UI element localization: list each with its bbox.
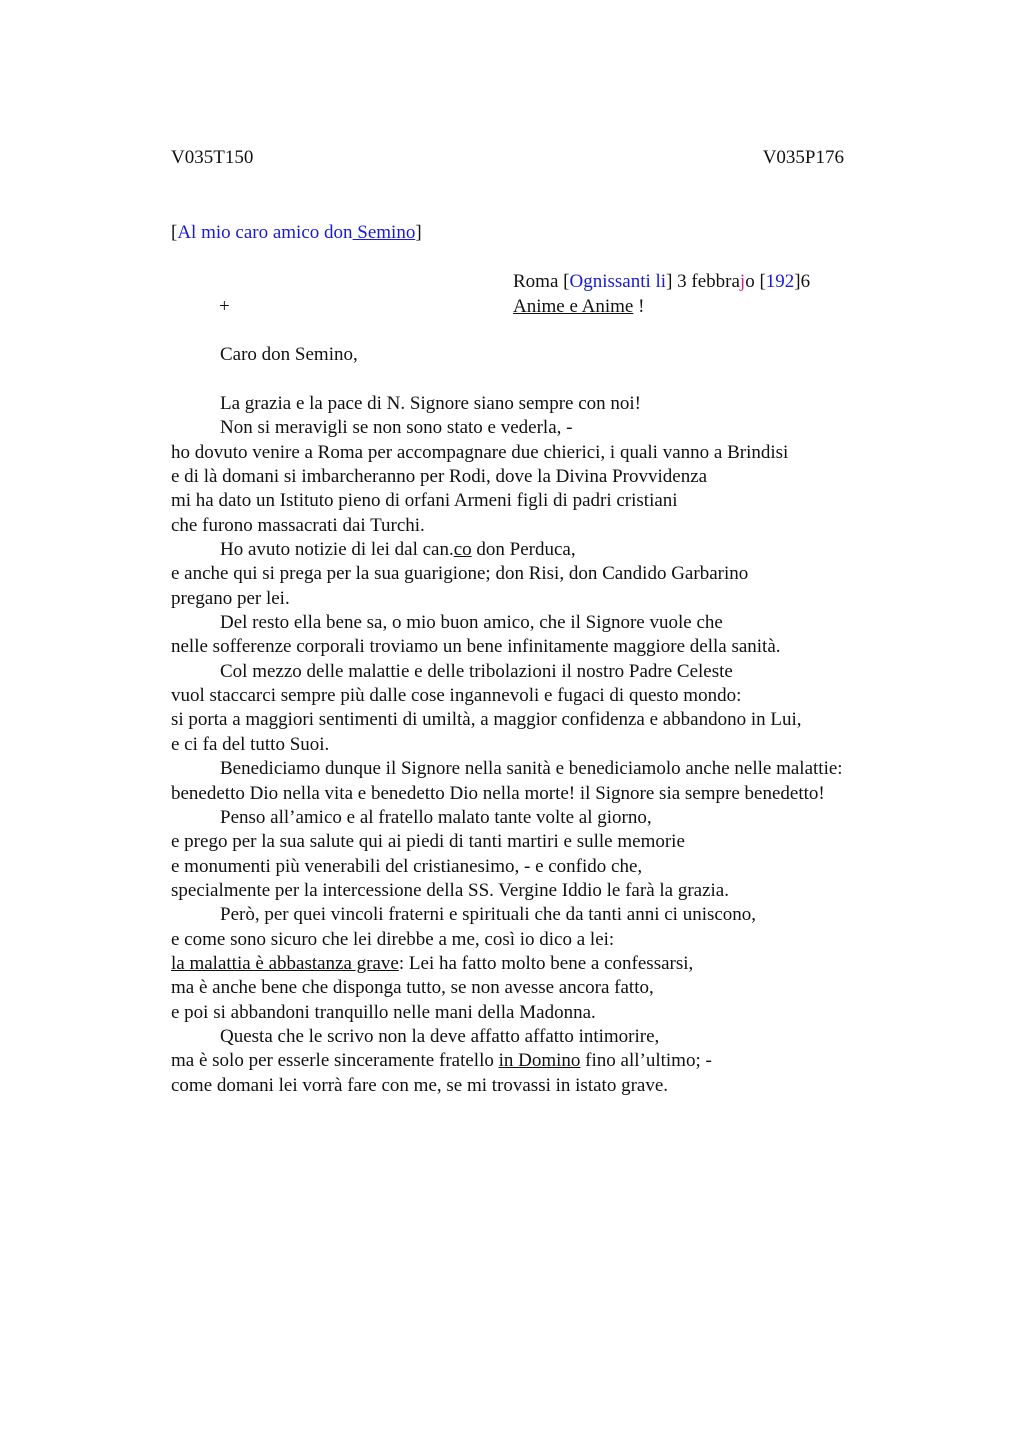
body-line: Questa che le scrivo non la deve affatto affatto intimorire, [220, 1025, 660, 1047]
body-line: Ho avuto notizie di lei dal can.co don Perduca, [220, 539, 576, 561]
body-line: Non si meravigli se non sono stato e vederla, - [220, 417, 573, 439]
letter-body [171, 392, 843, 1098]
body-line: e ci fa del tutto Suoi. [171, 733, 330, 755]
body-line: Del resto ella bene sa, o mio buon amico, che il Signore vuole che [220, 612, 723, 634]
body-line: Col mezzo delle malattie e delle tribolazioni il nostro Padre Celeste [220, 660, 733, 682]
body-line: e poi si abbandoni tranquillo nelle mani della Madonna. [171, 1001, 596, 1023]
body-line: Penso all’amico e al fratello malato tante volte al giorno, [220, 806, 652, 828]
body-line: La grazia e la pace di N. Signore siano sempre con noi! [220, 393, 642, 414]
body-line: ma è solo per esserle sinceramente fratello in Domino fino all’ultimo; - [171, 1050, 712, 1072]
body-line: Però, per quei vincoli fraterni e spirituali che da tanti anni ci uniscono, [220, 904, 757, 926]
document-code-right: V035P176 [762, 147, 844, 168]
body-line: e anche qui si prega per la sua guarigione; don Risi, don Candido Garbarino [171, 563, 749, 585]
body-line: e di là domani si imbarcheranno per Rodi, dove la Divina Provvidenza [171, 466, 708, 488]
body-line: e prego per la sua salute qui ai piedi di tanti martiri e sulle memorie [171, 831, 685, 853]
recipient-name: Semino [352, 222, 416, 243]
body-line: ma è anche bene che disponga tutto, se non avesse ancora fatto, [171, 977, 654, 999]
body-line: pregano per lei. [171, 587, 290, 609]
body-line: vuol staccarci sempre più dalle cose ingannevoli e fugaci di questo mondo: [171, 685, 742, 707]
body-line: mi ha dato un Istituto pieno di orfani Armeni figli di padri cristiani [171, 490, 678, 512]
body-line: come domani lei vorrà fare con me, se mi trovassi in istato grave. [171, 1074, 669, 1096]
motto: Anime e Anime ! [513, 296, 645, 317]
body-line: benedetto Dio nella vita e benedetto Dio nella morte! il Signore sia sempre benedetto! [171, 782, 825, 804]
body-line: e monumenti più venerabili del cristianesimo, - e confido che, [171, 855, 643, 877]
body-line: Benediciamo dunque il Signore nella sanità e benediciamolo anche nelle malattie: [220, 758, 843, 780]
document-code-left: V035T150 [171, 147, 254, 168]
dateline: Roma [Ognissanti li] 3 febbrajo [192]6 [513, 271, 811, 292]
cross-mark: + [219, 296, 230, 317]
body-line: che furono massacrati dai Turchi. [171, 514, 425, 536]
body-line: specialmente per la intercessione della SS. Vergine Iddio le farà la grazia. [171, 879, 729, 901]
body-line: ho dovuto venire a Roma per accompagnare due chierici, i quali vanno a Brindisi [171, 441, 789, 463]
body-line: si porta a maggiori sentimenti di umiltà, a maggior confidenza e abbandono in Lui, [171, 709, 802, 731]
salutation: Caro don Semino, [220, 344, 358, 365]
body-line: e come sono sicuro che lei direbbe a me, così io dico a lei: [171, 928, 615, 950]
body-line: la malattia è abbastanza grave: Lei ha fatto molto bene a confessarsi, [171, 952, 694, 974]
recipient-heading: [Al mio caro amico don Semino] [171, 222, 422, 243]
body-line: nelle sofferenze corporali troviamo un bene infinitamente maggiore della sanità. [171, 636, 781, 658]
